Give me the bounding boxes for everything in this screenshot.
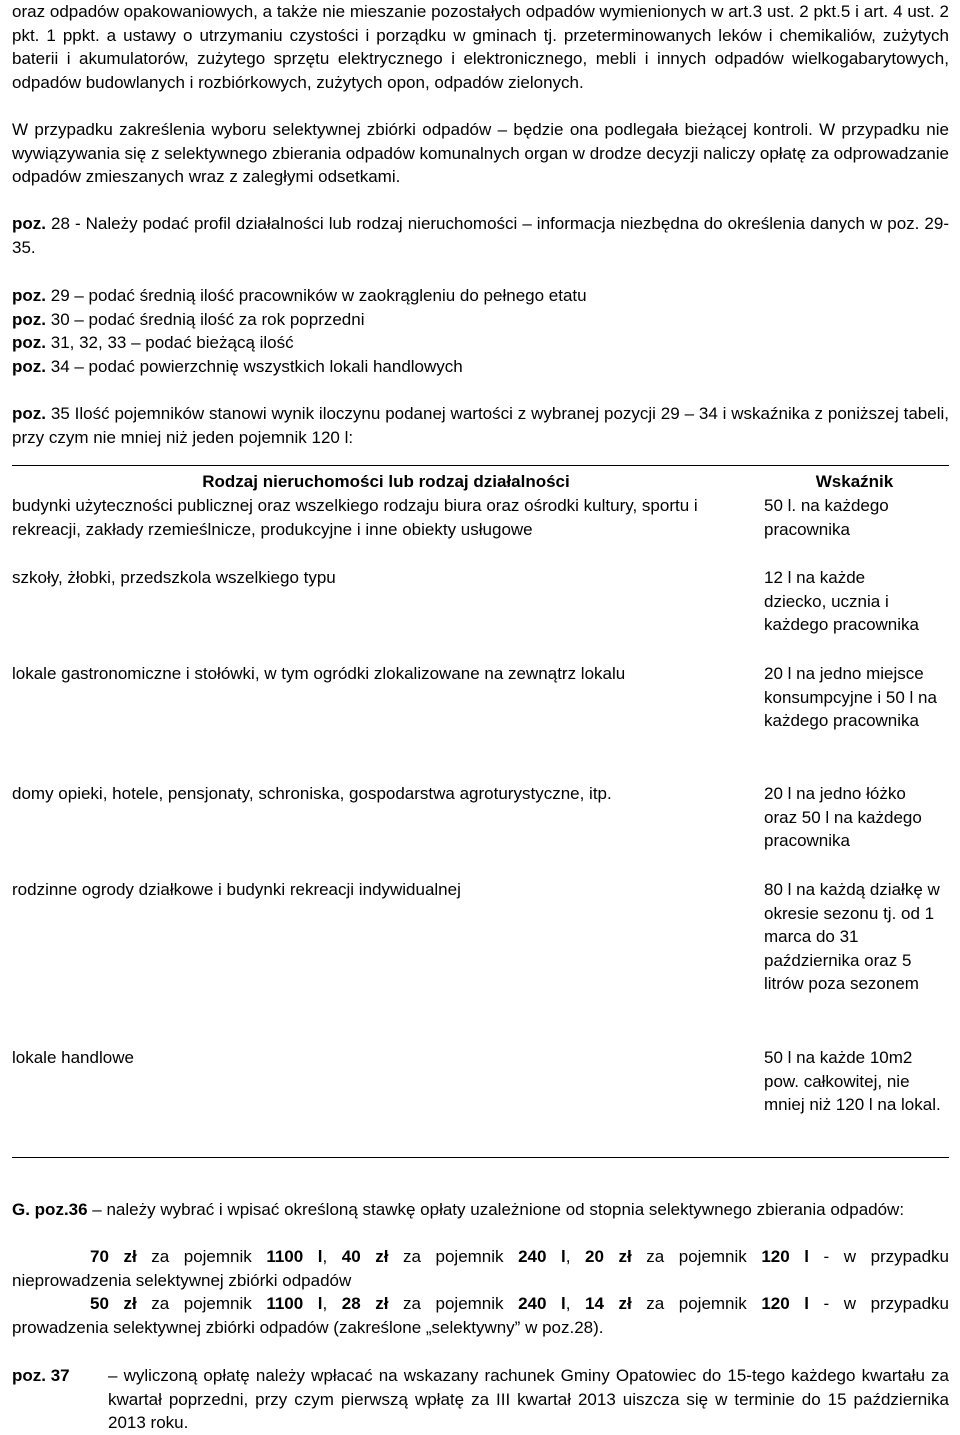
rate2-line: [12, 1292, 949, 1316]
poz-text: – podać średnią ilość za rok poprzedni: [69, 309, 365, 329]
row-index: 12 l na każde dziecko, ucznia i każdego pracownika: [764, 568, 919, 634]
poz-label: poz.: [12, 309, 46, 329]
table-row: [12, 1046, 949, 1142]
poz-label: poz.: [12, 286, 46, 305]
rate-text: za pojemnik: [388, 1294, 519, 1313]
row-type: lokale handlowe: [12, 1048, 134, 1067]
table-row: [12, 782, 949, 878]
section-g-label: G. poz.36: [12, 1200, 88, 1219]
rate-text: za pojemnik: [631, 1247, 762, 1266]
header-type: Rodzaj nieruchomości lub rodzaj działalności: [202, 472, 570, 491]
table-row: [12, 878, 949, 1046]
poz28-text: - Należy podać profil działalności lub rodzaj nieruchomości – informacja niezbędna do określenia danych w poz. 29-35.: [12, 214, 949, 257]
rate-capacity: 240 l: [518, 1247, 566, 1266]
intro-paragraph-2: [12, 118, 949, 189]
table-header-row: [12, 470, 949, 494]
index-table: [12, 470, 949, 1142]
row-type: lokale gastronomiczne i stołówki, w tym ogródki zlokalizowane na zewnątrz lokalu: [12, 664, 626, 683]
rate-amount: 70 zł: [90, 1247, 137, 1266]
poz-text: – podać bieżącą ilość: [126, 333, 294, 352]
rate1-tail: nieprowadzenia selektywnej zbiórki odpadów: [12, 1270, 352, 1290]
rate-amount: 50 zł: [90, 1294, 137, 1313]
rate-text: - w przypadku: [808, 1247, 950, 1266]
rate-text: za pojemnik: [388, 1247, 519, 1266]
section-g-text: – należy wybrać i wpisać określoną stawkę opłaty uzależnione od stopnia selektywnego zbierania odpadów:: [87, 1200, 905, 1219]
poz35-num: 35: [50, 404, 70, 423]
row-index: 80 l na każdą działkę w okresie sezonu tj. od 1 marca do 31 października oraz 5 litrów poza sezonem: [764, 880, 940, 993]
rate-capacity: 240 l: [518, 1294, 566, 1313]
poz-list-item: [12, 331, 949, 355]
rate-text: za pojemnik: [136, 1247, 267, 1266]
poz35-text: Ilość pojemników stanowi wynik iloczynu podanej wartości z wybranej pozycji 29 – 34 i wskaźnika z poniższej tabeli, przy czym nie mniej niż jeden pojemnik 120 l:: [12, 404, 949, 447]
rate-text: za pojemnik: [136, 1294, 267, 1313]
rate1-block: [12, 1245, 949, 1292]
rate1-line: [12, 1245, 949, 1269]
rate-capacity: 1100 l: [266, 1294, 323, 1313]
poz35-label: poz.: [12, 404, 46, 423]
poz-list-item: [12, 308, 949, 332]
rate-text: - w przypadku: [808, 1294, 950, 1313]
table-top-rule: [12, 465, 949, 466]
poz37-label: poz. 37: [12, 1366, 70, 1385]
row-type: rodzinne ogrody działkowe i budynki rekreacji indywidualnej: [12, 880, 461, 899]
rate-capacity: 120 l: [761, 1247, 809, 1266]
table-row: [12, 494, 949, 566]
rate-capacity: 1100 l: [266, 1247, 323, 1266]
rate-sep: ,: [565, 1247, 586, 1266]
poz35-paragraph: [12, 402, 949, 449]
rate-sep: ,: [322, 1247, 342, 1266]
poz-num: 29: [50, 286, 70, 305]
row-type: szkoły, żłobki, przedszkola wszelkiego typu: [12, 568, 336, 587]
table-row: [12, 662, 949, 782]
row-index: 50 l. na każdego pracownika: [764, 496, 889, 539]
rate-amount: 40 zł: [341, 1247, 389, 1266]
poz-text: – podać średnią ilość pracowników w zaokrągleniu do pełnego etatu: [69, 286, 587, 305]
poz-text: – podać powierzchnię wszystkich lokali handlowych: [69, 356, 463, 376]
row-type: budynki użyteczności publicznej oraz wszelkiego rodzaju biura oraz ośrodki kultury, sportu i rekreacji, zakłady rzemieślnicze, produkcyjne i inne obiekty usługowe: [12, 496, 698, 539]
row-index: 50 l na każde 10m2 pow. całkowitej, nie mniej niż 120 l na lokal.: [764, 1048, 941, 1114]
poz37-row: [12, 1364, 949, 1435]
rate2-block: [12, 1292, 949, 1339]
rate-amount: 28 zł: [341, 1294, 389, 1313]
intro-text-2: W przypadku zakreślenia wyboru selektywnej zbiórki odpadów – będzie ona podlegała bieżącej kontroli. W przypadku nie wywiązywania się z selektywnego zbierania odpadów komunalnych organ w drodze decyzji naliczy opłatę za odprowadzanie odpadów zmieszanych wraz z zaległymi odsetkami.: [12, 120, 949, 186]
poz-num: 34: [50, 356, 70, 376]
poz-list-item: [12, 355, 949, 379]
table-row: [12, 566, 949, 662]
rate-sep: ,: [322, 1294, 342, 1313]
poz28-paragraph: [12, 212, 949, 259]
rate-amount: 20 zł: [585, 1247, 632, 1266]
rate-amount: 14 zł: [585, 1294, 632, 1313]
poz-label: poz.: [12, 333, 46, 352]
rate-capacity: 120 l: [761, 1294, 809, 1313]
rate2-tail: prowadzenia selektywnej zbiórki odpadów (zakreślone „selektywny” w poz.28).: [12, 1317, 604, 1337]
intro-paragraph: [12, 0, 949, 94]
poz-num: 30: [50, 309, 70, 329]
poz-list-item: [12, 284, 949, 308]
row-index: 20 l na jedno łóżko oraz 50 l na każdego pracownika: [764, 784, 922, 850]
table-bottom-rule: [12, 1157, 949, 1158]
intro-text-1: oraz odpadów opakowaniowych, a także nie mieszanie pozostałych odpadów wymienionych w art.3 ust. 2 pkt.5 i art. 4 ust. 2 pkt. 1 ppkt. a ustawy o utrzymaniu czystości i porządku w gminach tj. przeterminowanych leków i chemikaliów, zużytych baterii i akumulatorów, zużytego sprzętu elektrycznego i elektronicznego, mebli i innych odpadów wielkogabarytowych, odpadów budowlanych i rozbiórkowych, zużytych opon, odpadów zielonych.: [12, 2, 949, 92]
poz-num: 31, 32, 33: [50, 333, 127, 352]
rate-sep: ,: [565, 1294, 586, 1313]
header-index: Wskaźnik: [815, 472, 894, 491]
poz37-paragraph: [12, 1364, 949, 1435]
poz28-num: 28: [51, 214, 70, 233]
rate-text: za pojemnik: [631, 1294, 762, 1313]
poz-list: [12, 284, 949, 378]
row-type: domy opieki, hotele, pensjonaty, schroniska, gospodarstwa agroturystyczne, itp.: [12, 784, 612, 803]
row-index: 20 l na jedno miejsce konsumpcyjne i 50 l na każdego pracownika: [764, 664, 937, 730]
poz37-text: – wyliczoną opłatę należy wpłacać na wskazany rachunek Gminy Opatowiec do 15-tego każdego kwartału za kwartał poprzedni, przy czym pierwszą wpłatę za III kwartał 2013 uiszcza się w terminie do 15 października 2013 roku.: [108, 1366, 949, 1432]
poz28-label: poz.: [12, 214, 46, 233]
poz-label: poz.: [12, 356, 46, 376]
section-g-paragraph: [12, 1198, 949, 1222]
